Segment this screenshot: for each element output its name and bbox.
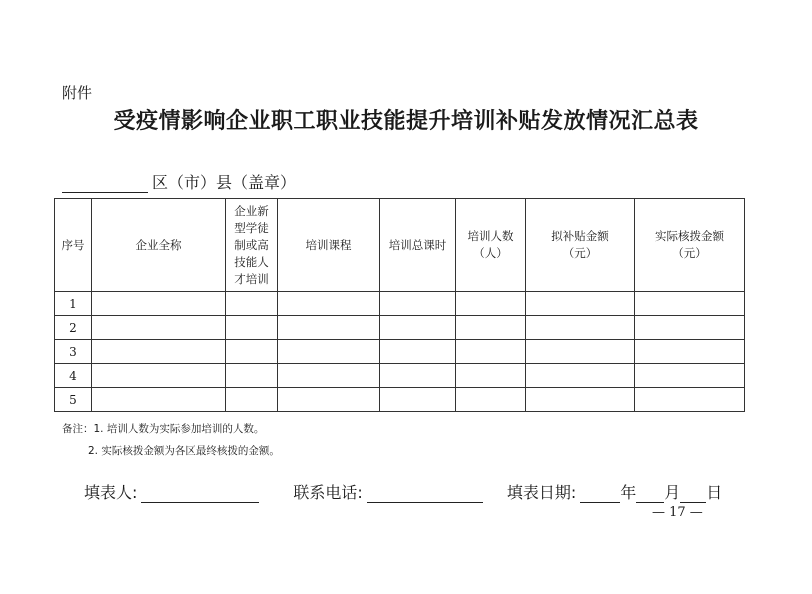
cell-total-hours[interactable] xyxy=(380,364,456,388)
cell-training-course[interactable] xyxy=(278,316,380,340)
header-proposed-subsidy: 拟补贴金额 （元） xyxy=(526,199,635,292)
table-row xyxy=(55,292,745,316)
cell-trainee-count[interactable] xyxy=(456,316,526,340)
attachment-label: 附件 xyxy=(62,84,93,102)
date-field xyxy=(507,480,722,503)
table-header-row xyxy=(55,199,745,292)
cell-apprentice-training[interactable] xyxy=(226,388,278,412)
cell-proposed-subsidy[interactable] xyxy=(526,316,635,340)
table-row xyxy=(55,364,745,388)
cell-approved-amount[interactable] xyxy=(635,340,745,364)
cell-trainee-count[interactable] xyxy=(456,388,526,412)
note-1: 备注：1. 培训人数为实际参加培训的人数。 xyxy=(62,423,265,435)
cell-total-hours[interactable] xyxy=(380,340,456,364)
header-company-name: 企业全称 xyxy=(92,199,226,292)
phone-label: 联系电话: xyxy=(293,483,363,502)
row-index: 4 xyxy=(55,364,92,388)
cell-training-course[interactable] xyxy=(278,388,380,412)
cell-company-name[interactable] xyxy=(92,340,226,364)
filler-input[interactable] xyxy=(141,484,259,503)
notes xyxy=(62,418,280,462)
date-label: 填表日期: xyxy=(506,483,577,502)
header-approved-amount: 实际核拨金额 （元） xyxy=(635,199,745,292)
day-label: 日 xyxy=(706,483,723,502)
cell-total-hours[interactable] xyxy=(380,388,456,412)
cell-proposed-subsidy[interactable] xyxy=(526,388,635,412)
cell-trainee-count[interactable] xyxy=(456,364,526,388)
filler-field xyxy=(84,480,259,503)
cell-company-name[interactable] xyxy=(92,292,226,316)
cell-apprentice-training[interactable] xyxy=(226,316,278,340)
cell-apprentice-training[interactable] xyxy=(226,292,278,316)
page-number: — 17 — xyxy=(652,505,703,520)
cell-approved-amount[interactable] xyxy=(635,292,745,316)
cell-company-name[interactable] xyxy=(92,364,226,388)
form-title: 受疫情影响企业职工职业技能提升培训补贴发放情况汇总表 xyxy=(113,108,699,134)
cell-proposed-subsidy[interactable] xyxy=(526,364,635,388)
month-label: 月 xyxy=(664,483,681,502)
table-row xyxy=(55,388,745,412)
header-index: 序号 xyxy=(55,199,92,292)
cell-company-name[interactable] xyxy=(92,316,226,340)
cell-approved-amount[interactable] xyxy=(635,316,745,340)
table-row xyxy=(55,340,745,364)
row-index: 2 xyxy=(55,316,92,340)
header-apprentice-training: 企业新 型学徒 制或高 技能人 才培训 xyxy=(226,199,278,292)
district-seal-line xyxy=(62,170,296,193)
note-2: 2. 实际核拨金额为各区最终核拨的金额。 xyxy=(88,445,280,457)
cell-training-course[interactable] xyxy=(278,340,380,364)
table-row xyxy=(55,316,745,340)
row-index: 1 xyxy=(55,292,92,316)
row-index: 5 xyxy=(55,388,92,412)
header-total-hours: 培训总课时 xyxy=(380,199,456,292)
cell-apprentice-training[interactable] xyxy=(226,340,278,364)
cell-trainee-count[interactable] xyxy=(456,292,526,316)
cell-company-name[interactable] xyxy=(92,388,226,412)
district-blank[interactable] xyxy=(62,174,148,193)
district-seal-label: 区（市）县（盖章） xyxy=(152,173,297,192)
cell-apprentice-training[interactable] xyxy=(226,364,278,388)
cell-proposed-subsidy[interactable] xyxy=(526,340,635,364)
cell-training-course[interactable] xyxy=(278,364,380,388)
cell-total-hours[interactable] xyxy=(380,292,456,316)
footer-signature-line xyxy=(84,480,764,503)
cell-total-hours[interactable] xyxy=(380,316,456,340)
cell-approved-amount[interactable] xyxy=(635,364,745,388)
year-label: 年 xyxy=(620,483,637,502)
filler-label: 填表人: xyxy=(84,483,138,502)
row-index: 3 xyxy=(55,340,92,364)
phone-field xyxy=(293,480,482,503)
day-input[interactable] xyxy=(680,484,706,503)
phone-input[interactable] xyxy=(367,484,483,503)
header-training-course: 培训课程 xyxy=(278,199,380,292)
year-input[interactable] xyxy=(580,484,620,503)
cell-proposed-subsidy[interactable] xyxy=(526,292,635,316)
cell-approved-amount[interactable] xyxy=(635,388,745,412)
cell-training-course[interactable] xyxy=(278,292,380,316)
header-trainee-count: 培训人数 （人） xyxy=(456,199,526,292)
cell-trainee-count[interactable] xyxy=(456,340,526,364)
summary-table xyxy=(54,198,745,412)
month-input[interactable] xyxy=(636,484,664,503)
